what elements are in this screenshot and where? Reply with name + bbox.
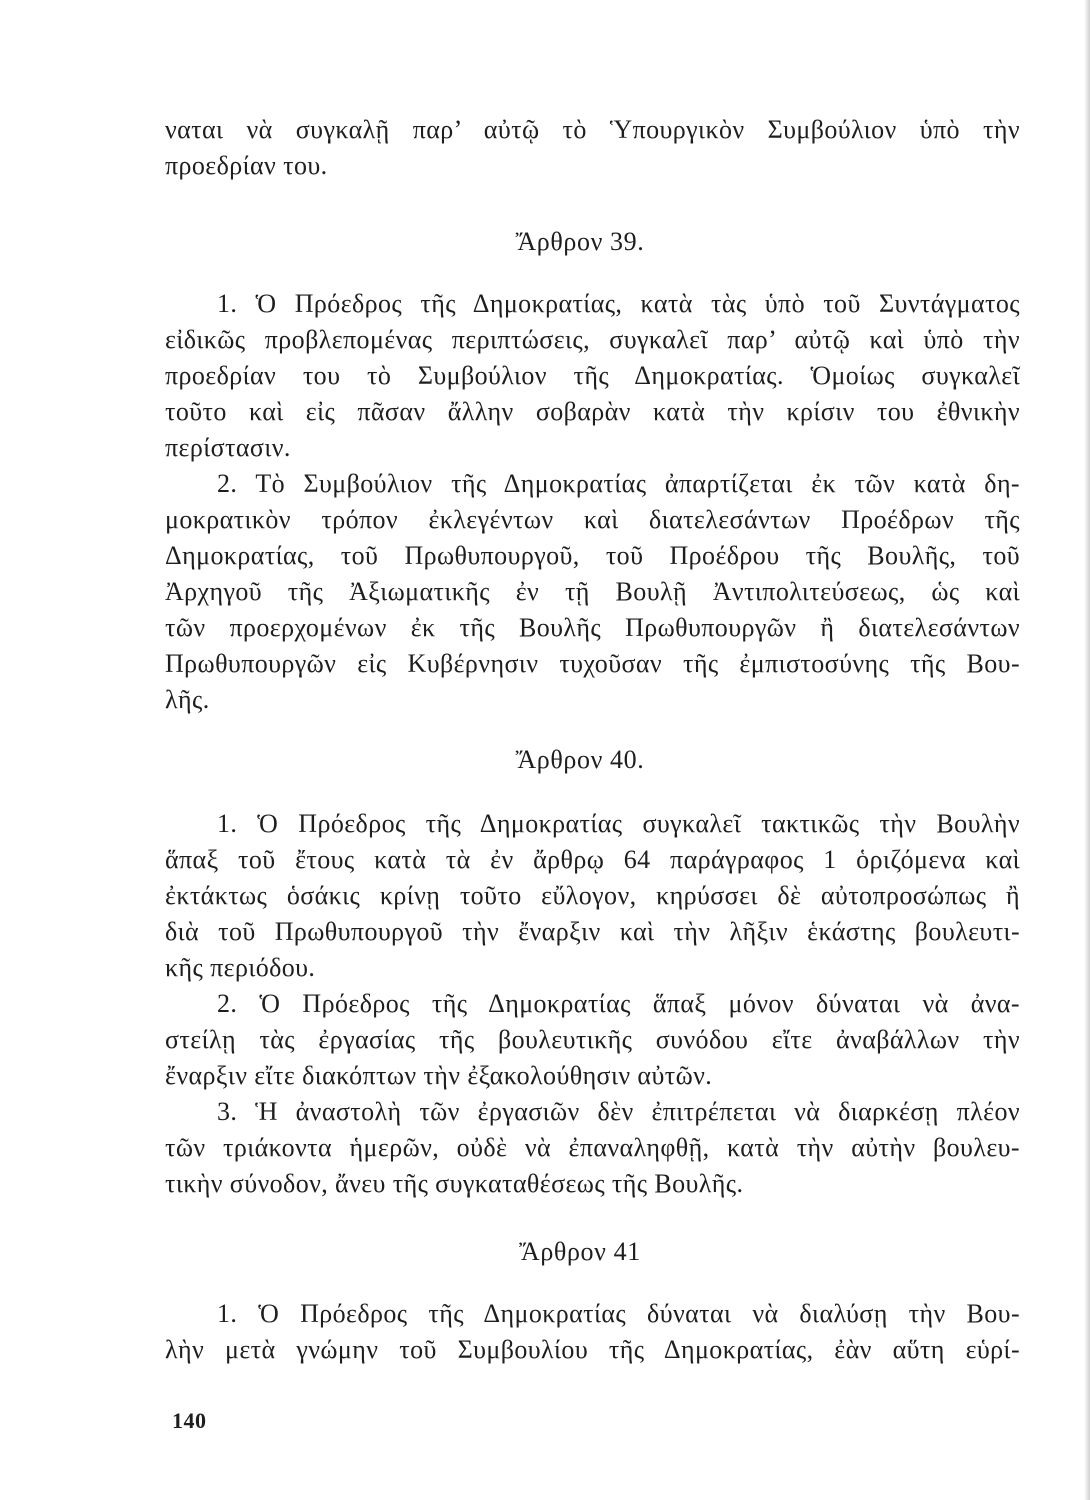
text-line: 1. Ὁ Πρόεδρος τῆς Δημοκρατίας δύναται νὰ διαλύσῃ τὴν Βου- [217, 1299, 1020, 1328]
text-line: 1. Ὁ Πρόεδρος τῆς Δημοκρατίας συγκαλεῖ τακτικῶς τὴν Βουλὴν [217, 809, 1020, 838]
text-line: διὰ τοῦ Πρωθυπουργοῦ τὴν ἔναρξιν καὶ τὴν λῆξιν ἑκάστης βουλευτι- [165, 917, 1020, 946]
text-line: τῶν προερχομένων ἐκ τῆς Βουλῆς Πρωθυπουργῶν ἢ διατελεσάντων [165, 613, 1020, 642]
text-line: κῆς περιόδου. [165, 953, 316, 982]
continuation-paragraph [165, 112, 1020, 184]
article-40-paragraph-2 [165, 986, 1020, 1094]
text-line: στείλῃ τὰς ἐργασίας τῆς βουλευτικῆς συνόδου εἴτε ἀναβάλλων τὴν [165, 1025, 1020, 1054]
text-line: Ἀρχηγοῦ τῆς Ἀξιωματικῆς ἐν τῇ Βουλῇ Ἀντιπολιτεύσεως, ὡς καὶ [165, 577, 1020, 606]
article-40-heading: Ἄρθρον 40. [515, 745, 645, 774]
article-40-paragraph-1 [165, 806, 1020, 986]
text-line: περίστασιν. [165, 433, 291, 462]
article-40-paragraph-3 [165, 1094, 1020, 1202]
page-edge-shadow [1084, 0, 1090, 1500]
article-41-heading: Ἄρθρον 41 [519, 1237, 641, 1266]
text-line: τικὴν σύνοδον, ἄνευ τῆς συγκαταθέσεως τῆς Βουλῆς. [165, 1169, 744, 1198]
text-line: ἔναρξιν εἴτε διακόπτων τὴν ἐξακολούθησιν αὐτῶν. [165, 1061, 713, 1090]
article-39-heading: Ἄρθρον 39. [515, 227, 645, 256]
page-number: 140 [172, 1408, 207, 1433]
text-line: 2. Τὸ Συμβούλιον τῆς Δημοκρατίας ἀπαρτίζεται ἐκ τῶν κατὰ δη- [217, 469, 1020, 498]
text-line: λὴν μετὰ γνώμην τοῦ Συμβουλίου τῆς Δημοκρατίας, ἐὰν αὕτη εὑρί- [165, 1335, 1020, 1364]
text-line: 1. Ὁ Πρόεδρος τῆς Δημοκρατίας, κατὰ τὰς ὑπὸ τοῦ Συντάγματος [217, 289, 1020, 318]
text-line: ναται νὰ συγκαλῇ παρ’ αὐτῷ τὸ Ὑπουργικὸν Συμβούλιον ὑπὸ τὴν [165, 115, 1020, 144]
article-41-paragraph-1 [165, 1296, 1020, 1368]
text-line: λῆς. [165, 685, 210, 714]
text-line: τοῦτο καὶ εἰς πᾶσαν ἄλλην σοβαρὰν κατὰ τὴν κρίσιν του ἐθνικὴν [165, 397, 1020, 426]
text-line: ἐκτάκτως ὁσάκις κρίνῃ τοῦτο εὔλογον, κηρύσσει δὲ αὐτοπροσώπως ἢ [165, 881, 1020, 910]
text-line: ἅπαξ τοῦ ἔτους κατὰ τὰ ἐν ἄρθρῳ 64 παράγραφος 1 ὁριζόμενα καὶ [165, 845, 1020, 874]
text-line: μοκρατικὸν τρόπον ἐκλεγέντων καὶ διατελεσάντων Προέδρων τῆς [165, 505, 1020, 534]
article-39-paragraph-2 [165, 466, 1020, 718]
text-line: 3. Ἡ ἀναστολὴ τῶν ἐργασιῶν δὲν ἐπιτρέπεται νὰ διαρκέσῃ πλέον [217, 1097, 1020, 1126]
text-line: Δημοκρατίας, τοῦ Πρωθυπουργοῦ, τοῦ Προέδρου τῆς Βουλῆς, τοῦ [165, 541, 1020, 570]
article-39-paragraph-1 [165, 286, 1020, 466]
text-line: Πρωθυπουργῶν εἰς Κυβέρνησιν τυχοῦσαν τῆς ἐμπιστοσύνης τῆς Βου- [165, 649, 1020, 678]
text-line: προεδρίαν του τὸ Συμβούλιον τῆς Δημοκρατίας. Ὁμοίως συγκαλεῖ [165, 361, 1020, 390]
text-line: προεδρίαν του. [165, 151, 328, 180]
text-line: εἰδικῶς προβλεπομένας περιπτώσεις, συγκαλεῖ παρ’ αὐτῷ καὶ ὑπὸ τὴν [165, 325, 1020, 354]
text-line: τῶν τριάκοντα ἡμερῶν, οὐδὲ νὰ ἐπαναληφθῇ, κατὰ τὴν αὐτὴν βουλευ- [165, 1133, 1020, 1162]
text-line: 2. Ὁ Πρόεδρος τῆς Δημοκρατίας ἅπαξ μόνον δύναται νὰ ἀνα- [217, 989, 1020, 1018]
